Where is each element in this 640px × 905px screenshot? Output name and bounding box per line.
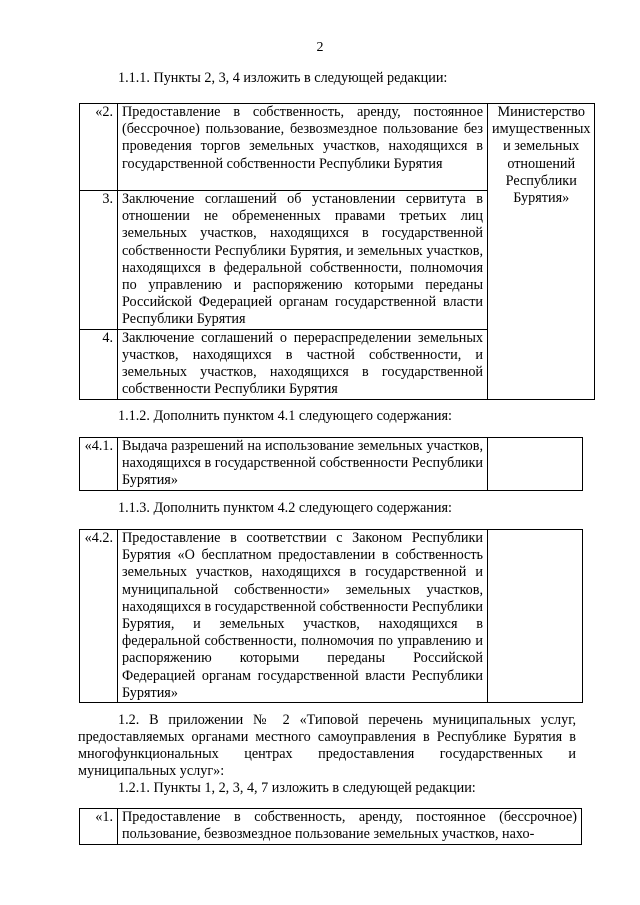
item-text: Предоставление в соответствии с Законом Республики Бурятия «О бесплатном предоставлении в собственность земельных участков, находящихся в государственной и муниципальной собственности» земельных участков, находящихся в государственной собственности Республики Бурятия, и земельных участков, находящихся в федеральной собственности, полномочия по управлению и распоряжению которыми переданы Российской Федерацией органам государственной власти Республики Бурятия» (118, 530, 488, 703)
paragraph-1-1-3: 1.1.3. Дополнить пунктом 4.2 следующего содержания: (118, 500, 452, 516)
table-item-1 (79, 808, 582, 845)
item-number: «4.2. (80, 530, 118, 703)
item-text: Предоставление в собственность, аренду, постоянное (бессрочное) пользование, безвозмездное пользование без проведения торгов земельных участков, находящихся в государственной собственности Республики Бурятия (118, 104, 488, 191)
item-text: Предоставление в собственность, аренду, постоянное (бессрочное) пользование, безвозмездное пользование земельных участков, нахо- (118, 809, 582, 845)
table-item-4-1 (79, 437, 583, 491)
paragraph-1-2-1: 1.2.1. Пункты 1, 2, 3, 4, 7 изложить в следующей редакции: (118, 780, 476, 796)
item-text: Выдача разрешений на использование земельных участков, находящихся в государственной собственности Республики Бурятия» (118, 438, 488, 491)
table-row (80, 438, 583, 491)
responsible-authority (488, 530, 583, 703)
item-number: «1. (80, 809, 118, 845)
page-number: 2 (316, 40, 324, 55)
item-text: Заключение соглашений об установлении сервитута в отношении не обремененных правами третьих лиц земельных участков, находящихся в государственной собственности Республики Бурятия, и земельных участков, находящихся в федеральной собственности, полномочия по управлению и распоряжению которыми переданы Российской Федерацией органам государственной власти Республики Бурятия (118, 191, 488, 330)
item-text: Заключение соглашений о перераспределении земельных участков, находящихся в частной собственности, и земельных участков, находящихся в государственной собственности Республики Бурятия (118, 329, 488, 399)
item-number: «4.1. (80, 438, 118, 491)
paragraph-1-2: 1.2. В приложении № 2 «Типовой перечень муниципальных услуг, предоставляемых органами местного самоуправления в Республике Бурятия в многофункциональных центрах предоставления государственных и муниципальных услуг»: (78, 712, 576, 779)
table-row (80, 809, 582, 845)
item-number: «2. (80, 104, 118, 191)
table-item-4-2 (79, 529, 583, 703)
responsible-authority: Министерство имущественных и земельных отношений Республики Бурятия» (488, 104, 595, 400)
paragraph-1-1-1: 1.1.1. Пункты 2, 3, 4 изложить в следующей редакции: (118, 70, 448, 86)
table-items-2-4 (79, 103, 595, 400)
paragraph-1-1-2: 1.1.2. Дополнить пунктом 4.1 следующего содержания: (118, 408, 452, 424)
item-number: 4. (80, 329, 118, 399)
responsible-authority (488, 438, 583, 491)
item-number: 3. (80, 191, 118, 330)
table-row (80, 530, 583, 703)
table-row (80, 104, 595, 191)
